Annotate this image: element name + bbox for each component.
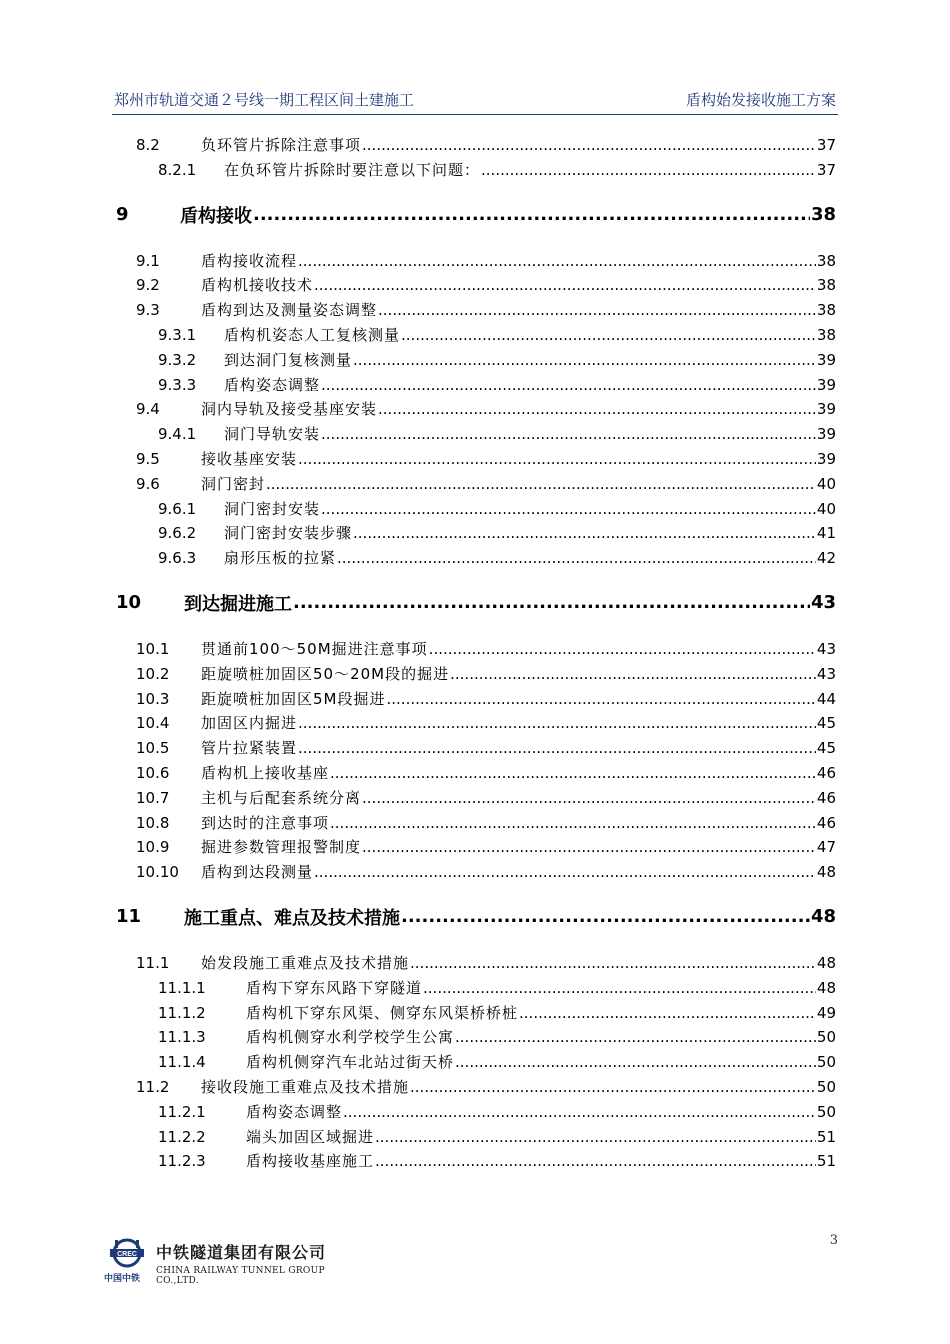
toc-entry-number: 9.4: [136, 400, 160, 419]
toc-leader-dots: [321, 500, 816, 518]
toc-entry-level-3[interactable]: [112, 421, 836, 446]
toc-entry-level-3[interactable]: [112, 496, 836, 521]
toc-entry-title: 到达掘进施工: [184, 593, 292, 615]
toc-entry-number: 11.1.3: [158, 1028, 206, 1047]
toc-entry-number: 11.1.1: [158, 978, 206, 997]
toc-entry-page: 37: [816, 136, 836, 154]
company-name-cn: 中铁隧道集团有限公司: [156, 1243, 327, 1262]
toc-entry-number: 10.8: [136, 813, 170, 832]
toc-entry-title: 盾构姿态调整: [246, 1102, 343, 1121]
toc-entry-page: 38: [816, 325, 836, 344]
toc-entry-title: 距旋喷桩加固区5M段掘进: [201, 689, 386, 708]
toc-entry-number: 10.5: [136, 739, 170, 758]
toc-entry-page: 49: [816, 1003, 836, 1022]
toc-entry-number: 10.1: [136, 639, 170, 658]
toc-entry-page: 40: [816, 499, 836, 518]
toc-entry-level-3[interactable]: [112, 1099, 836, 1124]
toc-leader-dots: [401, 906, 810, 927]
toc-entry-number: 9.1: [136, 251, 160, 270]
page-number: 3: [829, 1233, 838, 1248]
toc-gap: [112, 240, 836, 248]
toc-entry-number: 11.1.4: [158, 1053, 206, 1072]
toc-leader-dots: [455, 1028, 816, 1046]
toc-entry-number: 11.2.2: [158, 1127, 206, 1146]
toc-leader-dots: [455, 1053, 816, 1071]
toc-entry-level-2[interactable]: [112, 272, 836, 297]
toc-entry-number: 9.3: [136, 301, 160, 320]
toc-entry-title: 盾构到达及测量姿态调整: [201, 301, 378, 320]
toc-entry-level-3[interactable]: [112, 1148, 836, 1173]
toc-entry-number: 8.2: [136, 136, 160, 154]
toc-entry-level-2[interactable]: [112, 636, 836, 661]
toc-leader-dots: [330, 814, 816, 832]
toc-entry-level-2[interactable]: [112, 735, 836, 760]
header-document-title: 盾构始发接收施工方案: [685, 91, 836, 109]
toc-entry-level-1[interactable]: [112, 578, 836, 628]
toc-entry-level-2[interactable]: [112, 132, 836, 157]
toc-entry-title: 盾构机侧穿水利学校学生公寓: [246, 1028, 455, 1047]
toc-leader-dots: [387, 690, 816, 708]
toc-entry-page: 40: [816, 474, 836, 493]
toc-entry-title: 贯通前100～50M掘进注意事项: [201, 639, 428, 658]
toc-entry-title: 掘进参数管理报警制度: [201, 838, 362, 857]
toc-entry-page: 43: [810, 592, 836, 614]
toc-entry-level-2[interactable]: [112, 471, 836, 496]
toc-entry-number: 9.3.3: [158, 375, 197, 394]
toc-entry-level-2[interactable]: [112, 1074, 836, 1099]
toc-entry-number: 9.4.1: [158, 425, 197, 444]
toc-entry-page: 48: [816, 953, 836, 972]
toc-leader-dots: [423, 979, 816, 997]
toc-entry-number: 9: [116, 204, 129, 226]
toc-entry-page: 39: [816, 425, 836, 444]
toc-entry-number: 11.2.3: [158, 1152, 206, 1171]
toc-entry-page: 48: [810, 906, 836, 928]
toc-entry-title: 洞内导轨及接受基座安装: [201, 400, 378, 419]
company-name-en: CHINA RAILWAY TUNNEL GROUP CO.,LTD.: [156, 1266, 325, 1286]
toc-leader-dots: [362, 789, 816, 807]
toc-leader-dots: [298, 714, 816, 732]
toc-entry-number: 8.2.1: [158, 160, 197, 179]
company-logo: [104, 1238, 364, 1286]
toc-entry-page: 50: [816, 1053, 836, 1072]
toc-leader-dots: [375, 1128, 816, 1146]
toc-entry-level-2[interactable]: [112, 760, 836, 785]
toc-entry-page: 46: [816, 788, 836, 807]
toc-entry-level-2[interactable]: [112, 446, 836, 471]
toc-leader-dots: [266, 475, 816, 493]
toc-leader-dots: [362, 136, 816, 154]
toc-entry-page: 45: [816, 739, 836, 758]
toc-gap: [112, 942, 836, 950]
toc-entry-title: 距旋喷桩加固区50～20M段的掘进: [201, 664, 450, 683]
toc-entry-number: 10.7: [136, 788, 170, 807]
toc-entry-title: 到达洞门复核测量: [224, 350, 353, 369]
toc-entry-number: 9.6.2: [158, 524, 197, 543]
toc-entry-title: 洞门密封: [201, 474, 266, 493]
toc-leader-dots: [410, 954, 816, 972]
toc-entry-title: 洞门密封安装步骤: [224, 524, 353, 543]
toc-entry-number: 11.1: [136, 953, 170, 972]
toc-entry-title: 盾构到达段测量: [201, 863, 314, 882]
toc-entry-level-2[interactable]: [112, 661, 836, 686]
toc-entry-page: 51: [816, 1152, 836, 1171]
toc-entry-level-2[interactable]: [112, 859, 836, 884]
toc-entry-level-3[interactable]: [112, 520, 836, 545]
toc-entry-level-3[interactable]: [112, 1124, 836, 1149]
toc-entry-number: 10: [116, 592, 142, 614]
toc-gap: [112, 570, 836, 578]
toc-entry-number: 9.2: [136, 276, 160, 295]
toc-entry-level-2[interactable]: [112, 297, 836, 322]
toc-leader-dots: [314, 863, 816, 881]
header-project-title: 郑州市轨道交通２号线一期工程区间土建施工: [114, 91, 415, 109]
toc-entry-title: 负环管片拆除注意事项: [201, 136, 362, 154]
toc-entry-level-2[interactable]: [112, 950, 836, 975]
toc-entry-title: 施工重点、难点及技术措施: [184, 907, 400, 929]
toc-gap: [112, 182, 836, 190]
toc-entry-level-3[interactable]: [112, 975, 836, 1000]
brand-tag: 中国中铁: [104, 1274, 141, 1284]
toc-leader-dots: [362, 838, 816, 856]
toc-entry-number: 10.10: [136, 863, 179, 882]
toc-leader-dots: [298, 450, 816, 468]
toc-entry-page: 38: [810, 204, 836, 226]
toc-entry-level-3[interactable]: [112, 322, 836, 347]
toc-entry-page: 48: [816, 978, 836, 997]
toc-entry-level-3[interactable]: [112, 157, 836, 182]
toc-leader-dots: [375, 1152, 816, 1170]
table-of-contents: [112, 132, 836, 1173]
toc-entry-page: 39: [816, 400, 836, 419]
toc-entry-number: 11.2: [136, 1077, 170, 1096]
toc-entry-title: 管片拉紧装置: [201, 739, 298, 758]
toc-leader-dots: [353, 351, 816, 369]
toc-entry-title: 接收段施工重难点及技术措施: [201, 1077, 410, 1096]
toc-entry-number: 9.5: [136, 449, 160, 468]
toc-entry-level-2[interactable]: [112, 834, 836, 859]
toc-entry-level-2[interactable]: [112, 810, 836, 835]
toc-entry-level-3[interactable]: [112, 1000, 836, 1025]
toc-leader-dots: [321, 376, 816, 394]
toc-leader-dots: [293, 592, 810, 613]
toc-entry-page: 47: [816, 838, 836, 857]
toc-entry-title: 接收基座安装: [201, 449, 298, 468]
toc-entry-title: 扇形压板的拉紧: [224, 549, 337, 568]
toc-entry-page: 48: [816, 863, 836, 882]
toc-entry-page: 43: [816, 639, 836, 658]
toc-entry-title: 洞门密封安装: [224, 499, 321, 518]
toc-entry-level-3[interactable]: [112, 372, 836, 397]
toc-entry-title: 到达时的注意事项: [201, 813, 330, 832]
toc-leader-dots: [429, 640, 816, 658]
toc-entry-level-2[interactable]: [112, 710, 836, 735]
toc-leader-dots: [253, 204, 810, 225]
toc-entry-number: 9.3.1: [158, 325, 197, 344]
toc-entry-page: 50: [816, 1102, 836, 1121]
toc-entry-page: 39: [816, 449, 836, 468]
toc-entry-page: 42: [816, 549, 836, 568]
toc-entry-page: 50: [816, 1077, 836, 1096]
toc-entry-number: 10.9: [136, 838, 170, 857]
toc-entry-page: 45: [816, 714, 836, 733]
page-header: [112, 88, 838, 115]
toc-leader-dots: [450, 665, 816, 683]
toc-entry-page: 38: [816, 301, 836, 320]
toc-leader-dots: [321, 425, 816, 443]
toc-entry-page: 46: [816, 763, 836, 782]
toc-entry-number: 10.2: [136, 664, 170, 683]
toc-entry-number: 9.3.2: [158, 350, 197, 369]
toc-entry-level-2[interactable]: [112, 396, 836, 421]
toc-entry-level-3[interactable]: [112, 1024, 836, 1049]
toc-leader-dots: [343, 1103, 816, 1121]
toc-entry-title: 主机与后配套系统分离: [201, 788, 362, 807]
toc-gap: [112, 884, 836, 892]
toc-entry-title: 盾构下穿东风路下穿隧道: [246, 978, 423, 997]
toc-leader-dots: [298, 739, 816, 757]
toc-entry-page: 38: [816, 251, 836, 270]
toc-entry-level-2[interactable]: [112, 686, 836, 711]
toc-entry-page: 37: [816, 160, 836, 179]
toc-entry-number: 9.6.3: [158, 549, 197, 568]
toc-entry-page: 50: [816, 1028, 836, 1047]
toc-leader-dots: [298, 252, 816, 270]
logo-letters: CREC: [117, 1250, 137, 1258]
toc-entry-page: 44: [816, 689, 836, 708]
toc-entry-page: 39: [816, 350, 836, 369]
toc-entry-level-2[interactable]: [112, 248, 836, 273]
toc-entry-page: 41: [816, 524, 836, 543]
toc-entry-title: 盾构接收流程: [201, 251, 298, 270]
toc-leader-dots: [337, 549, 816, 567]
toc-leader-dots: [314, 276, 816, 294]
toc-entry-level-1[interactable]: [112, 892, 836, 942]
toc-entry-level-2[interactable]: [112, 785, 836, 810]
toc-gap: [112, 628, 836, 636]
toc-entry-number: 9.6.1: [158, 499, 197, 518]
toc-entry-page: 51: [816, 1127, 836, 1146]
toc-entry-number: 11.1.2: [158, 1003, 206, 1022]
toc-entry-title: 始发段施工重难点及技术措施: [201, 953, 410, 972]
toc-entry-title: 端头加固区域掘进: [246, 1127, 375, 1146]
toc-entry-title: 盾构机上接收基座: [201, 763, 330, 782]
toc-entry-title: 洞门导轨安装: [224, 425, 321, 444]
toc-leader-dots: [401, 326, 816, 344]
toc-entry-level-3[interactable]: [112, 347, 836, 372]
toc-entry-title: 盾构接收基座施工: [246, 1152, 375, 1171]
toc-entry-title: 盾构机接收技术: [201, 276, 314, 295]
toc-entry-number: 10.3: [136, 689, 170, 708]
toc-entry-title: 盾构机下穿东风渠、侧穿东风渠桥桥桩: [246, 1003, 519, 1022]
toc-leader-dots: [481, 161, 816, 179]
toc-entry-page: 46: [816, 813, 836, 832]
toc-entry-title: 加固区内掘进: [201, 714, 298, 733]
toc-entry-page: 39: [816, 375, 836, 394]
toc-entry-number: 11: [116, 906, 142, 928]
toc-leader-dots: [378, 400, 816, 418]
toc-entry-level-3[interactable]: [112, 545, 836, 570]
toc-entry-title: 盾构姿态调整: [224, 375, 321, 394]
toc-leader-dots: [330, 764, 816, 782]
crec-logo-icon: [106, 1238, 148, 1268]
toc-entry-number: 10.4: [136, 714, 170, 733]
toc-entry-title: 在负环管片拆除时要注意以下问题：: [224, 160, 481, 179]
toc-entry-title: 盾构机姿态人工复核测量: [224, 325, 401, 344]
toc-entry-title: 盾构机侧穿汽车北站过街天桥: [246, 1053, 455, 1072]
toc-entry-page: 38: [816, 276, 836, 295]
toc-entry-title: 盾构接收: [180, 205, 252, 227]
toc-leader-dots: [353, 524, 816, 542]
toc-entry-level-3[interactable]: [112, 1049, 836, 1074]
toc-entry-number: 9.6: [136, 474, 160, 493]
toc-leader-dots: [410, 1078, 816, 1096]
toc-entry-level-1[interactable]: [112, 190, 836, 240]
toc-entry-number: 11.2.1: [158, 1102, 206, 1121]
toc-leader-dots: [519, 1004, 816, 1022]
toc-leader-dots: [378, 301, 816, 319]
toc-entry-number: 10.6: [136, 763, 170, 782]
toc-entry-page: 43: [816, 664, 836, 683]
